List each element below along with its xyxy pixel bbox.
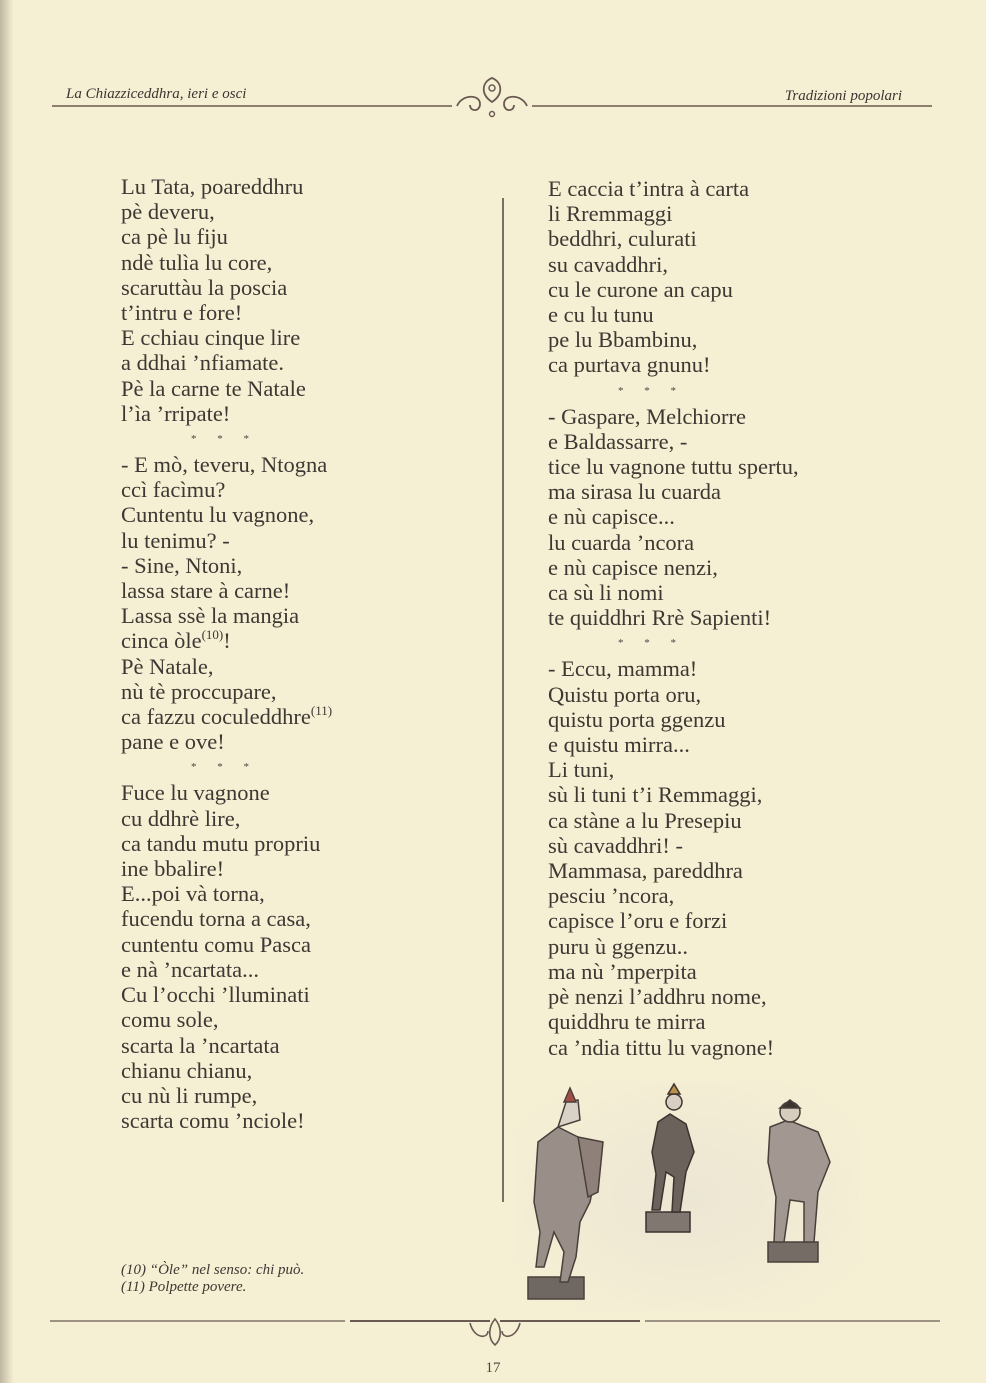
poem-column-left bbox=[121, 174, 332, 1133]
verse-line: l’ìa ’rripate! bbox=[121, 400, 231, 426]
three-kings-figurines-photo bbox=[518, 1082, 858, 1312]
stanza-separator: * * * bbox=[191, 761, 258, 774]
stanza-6 bbox=[548, 656, 799, 1059]
footnote-10: (10) “Òle” nel senso: chi può. bbox=[121, 1262, 305, 1278]
footnote-11: (11) Polpette povere. bbox=[121, 1279, 247, 1295]
verse-line: - E mò, teveru, Ntogna bbox=[121, 452, 328, 478]
stanza-3 bbox=[121, 780, 332, 1133]
verse-line: ma sirasa lu cuarda bbox=[548, 479, 722, 505]
verse-line: comu sole, bbox=[121, 1007, 219, 1033]
stanza-1 bbox=[121, 174, 332, 426]
verse-line: e Baldassarre, - bbox=[548, 428, 688, 454]
verse-line: pane e ove! bbox=[121, 729, 225, 755]
verse-line: E caccia t’intra à carta bbox=[548, 176, 750, 201]
verse-line: quistu porta ggenzu bbox=[548, 706, 726, 732]
verse-line: scarta comu ’nciole! bbox=[121, 1108, 305, 1134]
verse-line: sù li tuni t’i Remmaggi, bbox=[548, 782, 763, 808]
verse-line: Pè Natale, bbox=[121, 653, 214, 679]
stanza-separator: * * * bbox=[191, 433, 258, 446]
verse-line: te quiddhri Rrè Sapienti! bbox=[548, 605, 772, 631]
stanza-separator: * * * bbox=[618, 637, 685, 650]
verse-line bbox=[121, 704, 332, 729]
verse-line: Mammasa, pareddhra bbox=[548, 858, 743, 884]
verse-line: Fuce lu vagnone bbox=[121, 780, 270, 806]
verse-line: chianu chianu, bbox=[121, 1057, 253, 1083]
verse-line: Lassa ssè la mangia bbox=[121, 603, 300, 629]
verse-line: puru ù ggenzu.. bbox=[548, 933, 688, 959]
column-divider bbox=[502, 198, 504, 1202]
verse-line: lu cuarda ’ncora bbox=[548, 529, 695, 555]
verse-line: cu le curone an capu bbox=[548, 276, 733, 302]
verse-line: scarta la ’ncartata bbox=[121, 1032, 280, 1058]
verse-line: e quistu mirra... bbox=[548, 732, 690, 758]
verse-line bbox=[121, 628, 332, 653]
running-header-section: Tradizioni popolari bbox=[784, 88, 902, 104]
verse-line: li Rremmaggi bbox=[548, 201, 673, 227]
verse-line: ca stàne a lu Presepiu bbox=[548, 807, 742, 833]
verse-line: ndè tulìa lu core, bbox=[121, 249, 273, 275]
verse-line: Pè la carne te Natale bbox=[121, 375, 306, 401]
footnote-ref: (11) bbox=[310, 703, 333, 719]
verse-line: pè nenzi l’addhru nome, bbox=[548, 984, 767, 1010]
verse-line: ca ’ndia tittu lu vagnone! bbox=[548, 1034, 775, 1060]
verse-text: ca fazzu coculeddhre bbox=[121, 704, 311, 730]
verse-line: su cavaddhri, bbox=[548, 251, 668, 277]
verse-line: t’intru e fore! bbox=[121, 300, 243, 326]
verse-line: - Sine, Ntoni, bbox=[121, 552, 243, 578]
verse-line: - Eccu, mamma! bbox=[548, 656, 698, 682]
verse-line: lu tenimu? - bbox=[121, 527, 230, 553]
verse-line: a ddhai ’nfiamate. bbox=[121, 350, 285, 376]
footnote-ref: (10) bbox=[201, 627, 224, 643]
page-edge-shadow bbox=[0, 0, 14, 1383]
verse-line: ccì facìmu? bbox=[121, 477, 226, 503]
verse-line: lassa stare à carne! bbox=[121, 578, 291, 604]
verse-line: pesciu ’ncora, bbox=[548, 883, 675, 909]
verse-line: E...poi và torna, bbox=[121, 881, 265, 907]
stanza-2 bbox=[121, 452, 332, 754]
stanza-separator: * * * bbox=[618, 384, 685, 397]
verse-line: Cuntentu lu vagnone, bbox=[121, 502, 315, 528]
verse-line: - Gaspare, Melchiorre bbox=[548, 403, 747, 429]
verse-line: e nù capisce... bbox=[548, 504, 675, 530]
verse-line: ine bbalire! bbox=[121, 856, 225, 882]
verse-line: Cu l’occhi ’lluminati bbox=[121, 982, 310, 1008]
verse-line: cuntentu comu Pasca bbox=[121, 931, 311, 957]
verse-line: e nà ’ncartata... bbox=[121, 956, 260, 982]
verse-line: E cchiau cinque lire bbox=[121, 325, 301, 351]
footer-ornament bbox=[50, 1305, 940, 1349]
footnotes bbox=[121, 1262, 304, 1296]
verse-line: quiddhru te mirra bbox=[548, 1009, 706, 1035]
verse-line: pè deveru, bbox=[121, 199, 215, 225]
stanza-4 bbox=[548, 176, 799, 378]
verse-line: ma nù ’mperpita bbox=[548, 958, 697, 984]
verse-line: cu ddhrè lire, bbox=[121, 805, 241, 831]
verse-line: ca sù li nomi bbox=[548, 580, 664, 606]
poem-column-right bbox=[548, 176, 799, 1060]
verse-line: tice lu vagnone tuttu spertu, bbox=[548, 454, 799, 480]
page-number: 17 bbox=[485, 1360, 501, 1376]
verse-line: pe lu Bbambinu, bbox=[548, 327, 698, 353]
verse-line: ca pè lu fiju bbox=[121, 224, 228, 250]
verse-line: fucendu torna a casa, bbox=[121, 906, 311, 932]
verse-line: beddhri, culurati bbox=[548, 226, 697, 252]
verse-line: Quistu porta oru, bbox=[548, 681, 702, 707]
verse-line: e cu lu tunu bbox=[548, 302, 654, 328]
verse-text: cinca òle bbox=[121, 628, 202, 654]
verse-line: Lu Tata, poareddhru bbox=[121, 174, 304, 199]
verse-line: cu nù li rumpe, bbox=[121, 1082, 258, 1108]
running-header-title: La Chiazziceddhra, ieri e osci bbox=[66, 86, 247, 102]
verse-line: capisce l’oru e forzi bbox=[548, 908, 728, 934]
verse-line: ca tandu mutu propriu bbox=[121, 830, 321, 856]
verse-line: ca purtava gnunu! bbox=[548, 352, 711, 378]
verse-line: nù tè proccupare, bbox=[121, 678, 277, 704]
verse-line: sù cavaddhri! - bbox=[548, 832, 683, 858]
verse-line: scaruttàu la poscia bbox=[121, 274, 288, 300]
stanza-5 bbox=[548, 404, 799, 631]
verse-text: ! bbox=[223, 628, 231, 654]
verse-line: Li tuni, bbox=[548, 757, 615, 783]
verse-line: e nù capisce nenzi, bbox=[548, 554, 718, 580]
